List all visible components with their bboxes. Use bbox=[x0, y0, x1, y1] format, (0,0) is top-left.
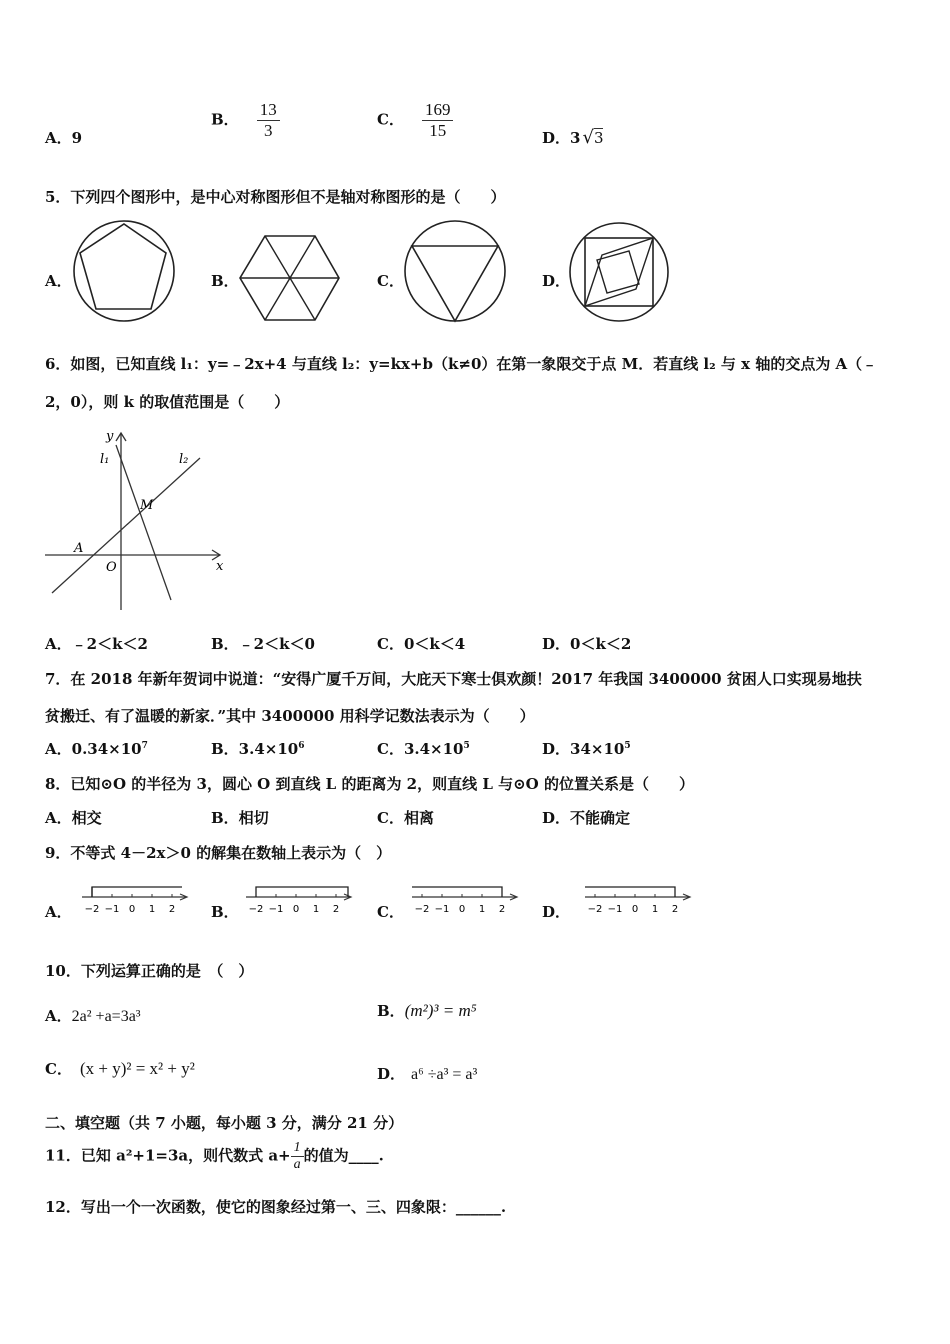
q4-b-fraction: $\frac{13}{3}$ bbox=[257, 100, 280, 141]
q10-a-label: A． bbox=[45, 1007, 72, 1025]
q11-fraction: $\frac{1}{a}$ bbox=[291, 1140, 304, 1173]
q10-option-d bbox=[377, 1063, 477, 1084]
q5-option-b: B． bbox=[211, 272, 239, 290]
q8-option-a: A．相交 bbox=[45, 809, 102, 827]
q7-option-c: C．$3.4\times 10^5$ bbox=[377, 740, 470, 758]
number-line-b bbox=[246, 880, 356, 920]
q6-option-d: D．0＜k＜2 bbox=[542, 635, 632, 653]
number-line-d bbox=[585, 880, 695, 920]
number-line-tick-label: 2 bbox=[671, 904, 679, 915]
number-line-tick-label: 1 bbox=[478, 904, 486, 915]
number-line-tick-label: −2 bbox=[248, 904, 264, 915]
number-line-c bbox=[412, 880, 522, 920]
q10-c-label: C． bbox=[45, 1060, 72, 1078]
q7-question-line1: 7．在 2018 年新年贺词中说道：“安得广厦千万间，大庇天下寒士俱欢颜！2017 年我国 3400000 贫困人口实现易地扶 bbox=[45, 670, 862, 688]
q12-question: 12．写出一个一次函数，使它的图象经过第一、三、四象限：______. bbox=[45, 1198, 507, 1216]
number-line-tick-label: −2 bbox=[84, 904, 100, 915]
q8-option-c: C．相离 bbox=[377, 809, 434, 827]
q7-option-d: D．$34\times 10^5$ bbox=[542, 740, 631, 758]
q7-question-line2: 贫搬迁、有了温暖的新家．”其中 3400000 用科学记数法表示为（ ） bbox=[45, 707, 535, 725]
q9-option-d: D． bbox=[542, 903, 571, 921]
section-2-heading: 二、填空题（共 7 小题，每小题 3 分，满分 21 分） bbox=[45, 1114, 404, 1132]
q4-option-c bbox=[377, 100, 453, 141]
number-line-tick-label: 0 bbox=[631, 904, 639, 915]
point-a-label: A bbox=[74, 541, 84, 556]
q10-option-a bbox=[45, 1005, 141, 1026]
number-line-tick-label: −2 bbox=[414, 904, 430, 915]
solution-bracket bbox=[92, 887, 182, 897]
q10-d-label: D． bbox=[377, 1065, 406, 1083]
q6-option-b: B．﹣2＜k＜0 bbox=[211, 635, 315, 653]
q9-option-b: B． bbox=[211, 903, 239, 921]
q10-b-label: B． bbox=[377, 1002, 405, 1020]
l2-label: l₂ bbox=[179, 452, 189, 467]
pentagon-in-circle-figure bbox=[73, 220, 177, 324]
q6-question-line1: 6．如图，已知直线 l₁：y=﹣2x+4 与直线 l₂：y=kx+b（k≠0）在第一象限交于点 M．若直线 l₂ 与 x 轴的交点为 A（﹣ bbox=[45, 355, 878, 373]
number-line-tick-label: 0 bbox=[458, 904, 466, 915]
q4-d-radicand: 3 bbox=[593, 129, 604, 147]
q5-option-c: C． bbox=[377, 272, 404, 290]
q4-option-a: A．9 bbox=[45, 129, 83, 147]
solution-bracket bbox=[256, 887, 348, 897]
q11-pre: 11．已知 a²+1=3a，则代数式 a+ bbox=[45, 1146, 291, 1165]
x-axis-label: x bbox=[216, 559, 224, 574]
q9-option-a: A． bbox=[45, 903, 72, 921]
q4-c-label: C． bbox=[377, 110, 404, 129]
q5-question: 5．下列四个图形中，是中心对称图形但不是轴对称图形的是（ ） bbox=[45, 188, 506, 206]
number-line-tick-label: −1 bbox=[434, 904, 450, 915]
q4-d-label: D． bbox=[542, 129, 571, 147]
q10-option-c bbox=[45, 1058, 195, 1079]
q8-question: 8．已知⊙O 的半径为 3，圆心 O 到直线 L 的距离为 2，则直线 L 与⊙O 的位置关系是（ ） bbox=[45, 775, 694, 793]
l1-label: l₁ bbox=[100, 452, 110, 467]
q10-a-expr: 2a² +a=3a³ bbox=[71, 1008, 141, 1025]
q6-question-line2: 2，0），则 k 的取值范围是（ ） bbox=[45, 393, 290, 411]
q6-option-a: A．﹣2＜k＜2 bbox=[45, 635, 148, 653]
q4-b-label: B． bbox=[211, 110, 239, 129]
q4-d-coef: 3 bbox=[570, 129, 581, 147]
q6-option-c: C．0＜k＜4 bbox=[377, 635, 466, 653]
point-m-label: M bbox=[140, 498, 154, 513]
number-line-a bbox=[82, 880, 192, 920]
q4-option-b bbox=[211, 100, 280, 141]
solution-bracket bbox=[585, 887, 675, 897]
q10-question: 10．下列运算正确的是 （ ） bbox=[45, 962, 254, 980]
q7-option-b: B．$3.4\times 10^6$ bbox=[211, 740, 305, 758]
number-line-tick-label: 1 bbox=[148, 904, 156, 915]
rotated-squares-figure bbox=[569, 222, 673, 326]
q8-option-b: B．相切 bbox=[211, 809, 269, 827]
number-line-tick-label: 1 bbox=[651, 904, 659, 915]
sqrt-icon: √ bbox=[582, 127, 594, 148]
q5-option-a: A． bbox=[45, 272, 72, 290]
q6-coordinate-figure bbox=[40, 425, 240, 615]
q4-option-d bbox=[542, 127, 603, 148]
q11-post: 的值为____. bbox=[303, 1146, 384, 1165]
q10-d-expr: a⁶ ÷a³ = a³ bbox=[411, 1066, 478, 1083]
triangle-in-circle-figure bbox=[404, 220, 508, 324]
solution-bracket bbox=[412, 887, 502, 897]
number-line-tick-label: 2 bbox=[498, 904, 506, 915]
hexagon-figure bbox=[237, 234, 341, 324]
number-line-tick-label: 0 bbox=[292, 904, 300, 915]
q10-c-expr: (x + y)² = x² + y² bbox=[79, 1059, 195, 1078]
number-line-tick-label: 2 bbox=[168, 904, 176, 915]
q10-option-b bbox=[377, 1000, 477, 1021]
q7-option-a: A．$0.34\times 10^7$ bbox=[45, 740, 148, 758]
q9-option-c: C． bbox=[377, 903, 404, 921]
y-axis-label: y bbox=[106, 429, 114, 444]
number-line-tick-label: −2 bbox=[587, 904, 603, 915]
number-line-tick-label: −1 bbox=[104, 904, 120, 915]
number-line-tick-label: 2 bbox=[332, 904, 340, 915]
q5-option-d: D． bbox=[542, 272, 571, 290]
q11-question bbox=[45, 1140, 384, 1173]
q10-b-expr: (m²)³ = m⁵ bbox=[404, 1001, 477, 1020]
number-line-tick-label: 0 bbox=[128, 904, 136, 915]
origin-label: O bbox=[106, 560, 117, 575]
q4-c-fraction: $\frac{169}{15}$ bbox=[422, 100, 454, 141]
number-line-tick-label: 1 bbox=[312, 904, 320, 915]
number-line-tick-label: −1 bbox=[607, 904, 623, 915]
number-line-tick-label: −1 bbox=[268, 904, 284, 915]
q9-question: 9．不等式 4－2x＞0 的解集在数轴上表示为（ ） bbox=[45, 844, 392, 862]
q8-option-d: D．不能确定 bbox=[542, 809, 631, 827]
